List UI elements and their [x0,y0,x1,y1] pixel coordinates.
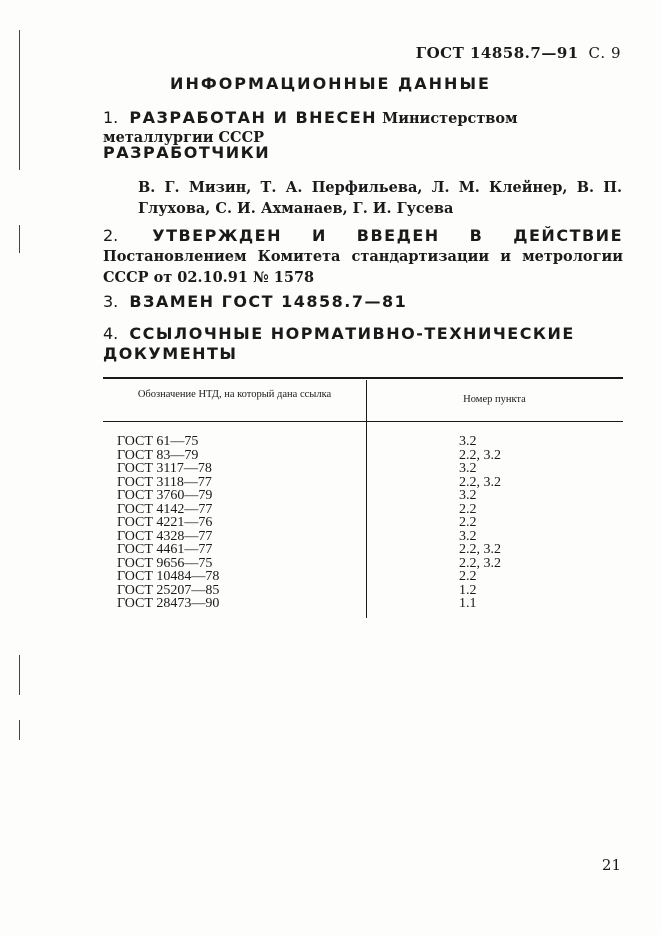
section-text: Министерством металлургии СССР [103,110,518,146]
table-cell-clause: 2.2 [459,515,477,530]
table-header-rule [103,421,623,422]
margin-binding-line [19,225,20,253]
table-cell-clause: 2.2 [459,501,477,517]
table-cell-clause: 1.2 [459,582,477,598]
table-cell-clause: 1.1 [459,596,477,611]
page-folio: 21 [601,856,621,874]
margin-binding-line [19,655,20,695]
table-cell-designation: ГОСТ 83—79 [117,447,199,463]
table-cell-designation: ГОСТ 28473—90 [117,596,220,611]
section-label: УТВЕРЖДЕН И ВВЕДЕН В ДЕЙСТВИЕ [152,226,623,245]
table-cell-clause: 3.2 [459,488,477,503]
table-cell-clause: 2.2, 3.2 [459,555,501,571]
section-label: РАЗРАБОТАН И ВНЕСЕН [129,108,378,127]
table-top-rule [103,377,623,379]
section-number: 1. [103,108,119,127]
table-cell-clause: 3.2 [459,461,477,476]
developers-label: РАЗРАБОТЧИКИ [103,143,271,162]
table-cell-designation: ГОСТ 3118—77 [117,474,212,490]
table-cell-designation: ГОСТ 25207—85 [117,582,220,598]
section-number: 4. [103,324,119,343]
table-cell-clause: 2.2 [459,569,477,584]
table-cell-designation: ГОСТ 10484—78 [117,569,220,584]
page-title: ИНФОРМАЦИОННЫЕ ДАННЫЕ [170,74,491,93]
section-number: 3. [103,292,119,311]
section-label: ВЗАМЕН ГОСТ 14858.7—81 [129,292,408,311]
table-cell-designation: ГОСТ 61—75 [117,434,199,449]
section-number: 2. [103,226,119,245]
table-cell-designation: ГОСТ 9656—75 [117,555,213,571]
section-label: ССЫЛОЧНЫЕ НОРМАТИВНО-ТЕХНИЧЕСКИЕ ДОКУМЕНТЫ [103,324,575,363]
table-cell-designation: ГОСТ 3117—78 [117,461,212,476]
developers-names: В. Г. Мизин, Т. А. Перфильева, Л. М. Клейнер, В. П. Глухова, С. И. Ахманаев, Г. И. Гусева [138,179,622,217]
section-developed-by [103,108,623,146]
standard-code: ГОСТ 14858.7—91 [415,44,579,62]
references-table [103,377,623,617]
clause-column [459,435,501,611]
table-cell-clause: 3.2 [459,528,477,544]
table-cell-clause: 2.2, 3.2 [459,542,501,557]
table-cell-designation: ГОСТ 4328—77 [117,528,213,544]
table-cell-clause: 3.2 [459,434,477,449]
section-approved [103,226,623,288]
table-cell-designation: ГОСТ 4221—76 [117,515,213,530]
page-header [416,44,621,62]
designation-column [117,435,219,611]
margin-binding-line [19,30,20,170]
table-cell-clause: 2.2, 3.2 [459,474,501,490]
table-cell-designation: ГОСТ 3760—79 [117,488,213,503]
table-cell-designation: ГОСТ 4461—77 [117,542,213,557]
margin-binding-line [19,720,20,740]
section-references [103,324,623,364]
section-replaces [103,292,623,311]
table-column-divider [366,380,367,618]
table-header-designation: Обозначение НТД, на который дана ссылка [137,389,332,400]
section-text: Постановлением Комитета стандартизации и метрологии СССР от 02.10.91 № 1578 [103,248,623,286]
page-number-header: С. 9 [588,44,621,62]
table-header-clause: Номер пункта [463,394,526,405]
table-cell-designation: ГОСТ 4142—77 [117,501,213,517]
table-cell-clause: 2.2, 3.2 [459,447,501,463]
